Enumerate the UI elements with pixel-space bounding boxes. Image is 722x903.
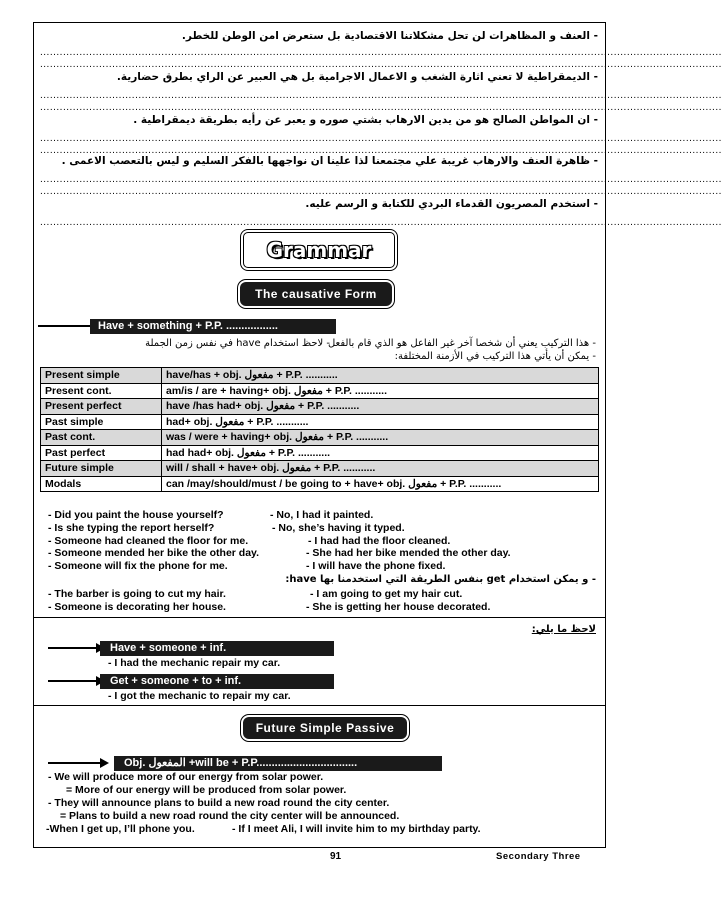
- get-someone-example: - I got the mechanic to repair my car.: [108, 690, 291, 702]
- answer-line: ................................................................................................................................................................................................................: [40, 145, 722, 156]
- example-answer: - I will have the phone fixed.: [306, 560, 446, 572]
- tense-form: have/has + obj. مفعول + P.P. ...........: [162, 368, 599, 384]
- answer-line: ................................................................................................................................................................................................................: [40, 59, 722, 70]
- tense-form: was / were + having+ obj. مفعول + P.P. ...........: [162, 430, 599, 446]
- tense-form: had+ obj. مفعول + P.P. ...........: [162, 414, 599, 430]
- arrow-icon: [48, 757, 108, 769]
- tense-name: Future simple: [41, 461, 162, 477]
- question-3: - ان المواطن الصالح هو من يدين الارهاب بشتي صوره و يعبر عن رأيه بطريقة ديمقراطية .: [133, 114, 598, 126]
- table-row: [41, 430, 599, 446]
- arrow-icon: [48, 675, 104, 687]
- answer-line: ................................................................................................................................................................................................................: [40, 174, 722, 185]
- tense-form: have /has had+ obj. مفعول + P.P. ...........: [162, 399, 599, 415]
- get-example-question: - Someone is decorating her house.: [48, 601, 226, 613]
- arrow-icon: [38, 320, 98, 332]
- example-question: - Someone mended her bike the other day.: [48, 547, 260, 559]
- answer-line: ................................................................................................................................................................................................................: [40, 217, 722, 228]
- page-number: 91: [330, 851, 342, 862]
- answer-line: ................................................................................................................................................................................................................: [40, 133, 722, 144]
- question-5: - استخدم المصريون القدماء البردي للكتابة و الرسم عليه.: [305, 198, 598, 210]
- table-row: [41, 445, 599, 461]
- example-answer: - I had had the floor cleaned.: [308, 535, 451, 547]
- answer-line: ................................................................................................................................................................................................................: [40, 102, 722, 113]
- footer-label: Secondary Three: [496, 851, 581, 862]
- get-example-answer: - I am going to get my hair cut.: [310, 588, 463, 600]
- table-row: [41, 368, 599, 384]
- time-clause-example: -When I get up, I’ll phone you.: [46, 823, 195, 835]
- note-have: - لاحظ استخدام have في نفس زمن الجملة: [145, 338, 330, 349]
- example-question: - Did you paint the house yourself?: [48, 509, 224, 521]
- tense-name: Present perfect: [41, 399, 162, 415]
- table-row: [41, 476, 599, 492]
- question-2: - الديمقراطية لا تعني اثارة الشغب و الاعمال الاجرامية بل هي العبير عن الراي بطرق حضارية.: [116, 71, 598, 83]
- notice-heading: لاحظ ما يلي:: [531, 624, 596, 635]
- tense-name: Past cont.: [41, 430, 162, 446]
- example-answer: - No, I had it painted.: [270, 509, 374, 521]
- answer-line: ................................................................................................................................................................................................................: [40, 47, 722, 58]
- have-someone-example: - I had the mechanic repair my car.: [108, 657, 281, 669]
- table-row: [41, 383, 599, 399]
- time-clause-example: - If I meet Ali, I will invite him to my birthday party.: [232, 823, 481, 835]
- grammar-logo-box: [243, 232, 395, 268]
- divider: [34, 705, 605, 706]
- tense-name: Past perfect: [41, 445, 162, 461]
- table-row: [41, 461, 599, 477]
- have-someone-formula: Have + someone + inf.: [100, 641, 334, 656]
- passive-formula: Obj. المفعول +will be + P.P.................................: [114, 756, 442, 771]
- answer-line: ................................................................................................................................................................................................................: [40, 186, 722, 197]
- note-forms: - يمكن أن يأتي هذا التركيب في الأزمنة المختلفة:: [394, 351, 596, 362]
- future-passive-title: Future Simple Passive: [243, 717, 407, 739]
- example-question: - Someone had cleaned the floor for me.: [48, 535, 249, 547]
- tense-name: Past simple: [41, 414, 162, 430]
- tense-form: am/is / are + having+ obj. مفعول + P.P. ...........: [162, 383, 599, 399]
- tense-name: Modals: [41, 476, 162, 492]
- get-example-question: - The barber is going to cut my hair.: [48, 588, 226, 600]
- grammar-logo: Grammar: [266, 238, 372, 262]
- question-1: - العنف و المظاهرات لن تحل مشكلاتنا الاقتصادية بل ستعرض امن الوطن للخطر.: [181, 30, 598, 42]
- example-question: - Someone will fix the phone for me.: [48, 560, 228, 572]
- tense-name: Present simple: [41, 368, 162, 384]
- passive-example: - They will announce plans to build a new road round the city center.: [48, 797, 390, 809]
- divider: [34, 617, 605, 618]
- answer-line: ................................................................................................................................................................................................................: [40, 90, 722, 101]
- arrow-icon: [48, 642, 104, 654]
- note-meaning: - هذا التركيب يعني أن شخصا آخر غير الفاعل هو الذي قام بالفعل: [327, 338, 596, 349]
- table-row: [41, 414, 599, 430]
- tense-form: can /may/should/must / be going to + have+ obj. مفعول + P.P. ...........: [162, 476, 599, 492]
- passive-example: = More of our energy will be produced from solar power.: [66, 784, 347, 796]
- question-4: - ظاهرة العنف والارهاب غريبة علي مجتمعنا لذا علينا ان نواجهها بالفكر السليم و ليس بالتعصب الاعمى .: [61, 155, 598, 167]
- get-note: - و يمكن استخدام get بنفس الطريقة التي استخدمنا بها have:: [285, 574, 596, 585]
- example-answer: - She had her bike mended the other day.: [306, 547, 511, 559]
- tense-name: Present cont.: [41, 383, 162, 399]
- have-something-formula: Have + something + P.P. .................: [90, 319, 336, 334]
- passive-example: - We will produce more of our energy from solar power.: [48, 771, 324, 783]
- tense-form: had had+ obj. مفعول + P.P. ...........: [162, 445, 599, 461]
- causative-title: The causative Form: [240, 282, 392, 306]
- get-example-answer: - She is getting her house decorated.: [306, 601, 491, 613]
- get-someone-formula: Get + someone + to + inf.: [100, 674, 334, 689]
- passive-example: = Plans to build a new road round the city center will be announced.: [60, 810, 400, 822]
- example-answer: - No, she’s having it typed.: [272, 522, 405, 534]
- example-question: - Is she typing the report herself?: [48, 522, 215, 534]
- tense-table: [40, 367, 599, 492]
- table-row: [41, 399, 599, 415]
- tense-form: will / shall + have+ obj. مفعول + P.P. ...........: [162, 461, 599, 477]
